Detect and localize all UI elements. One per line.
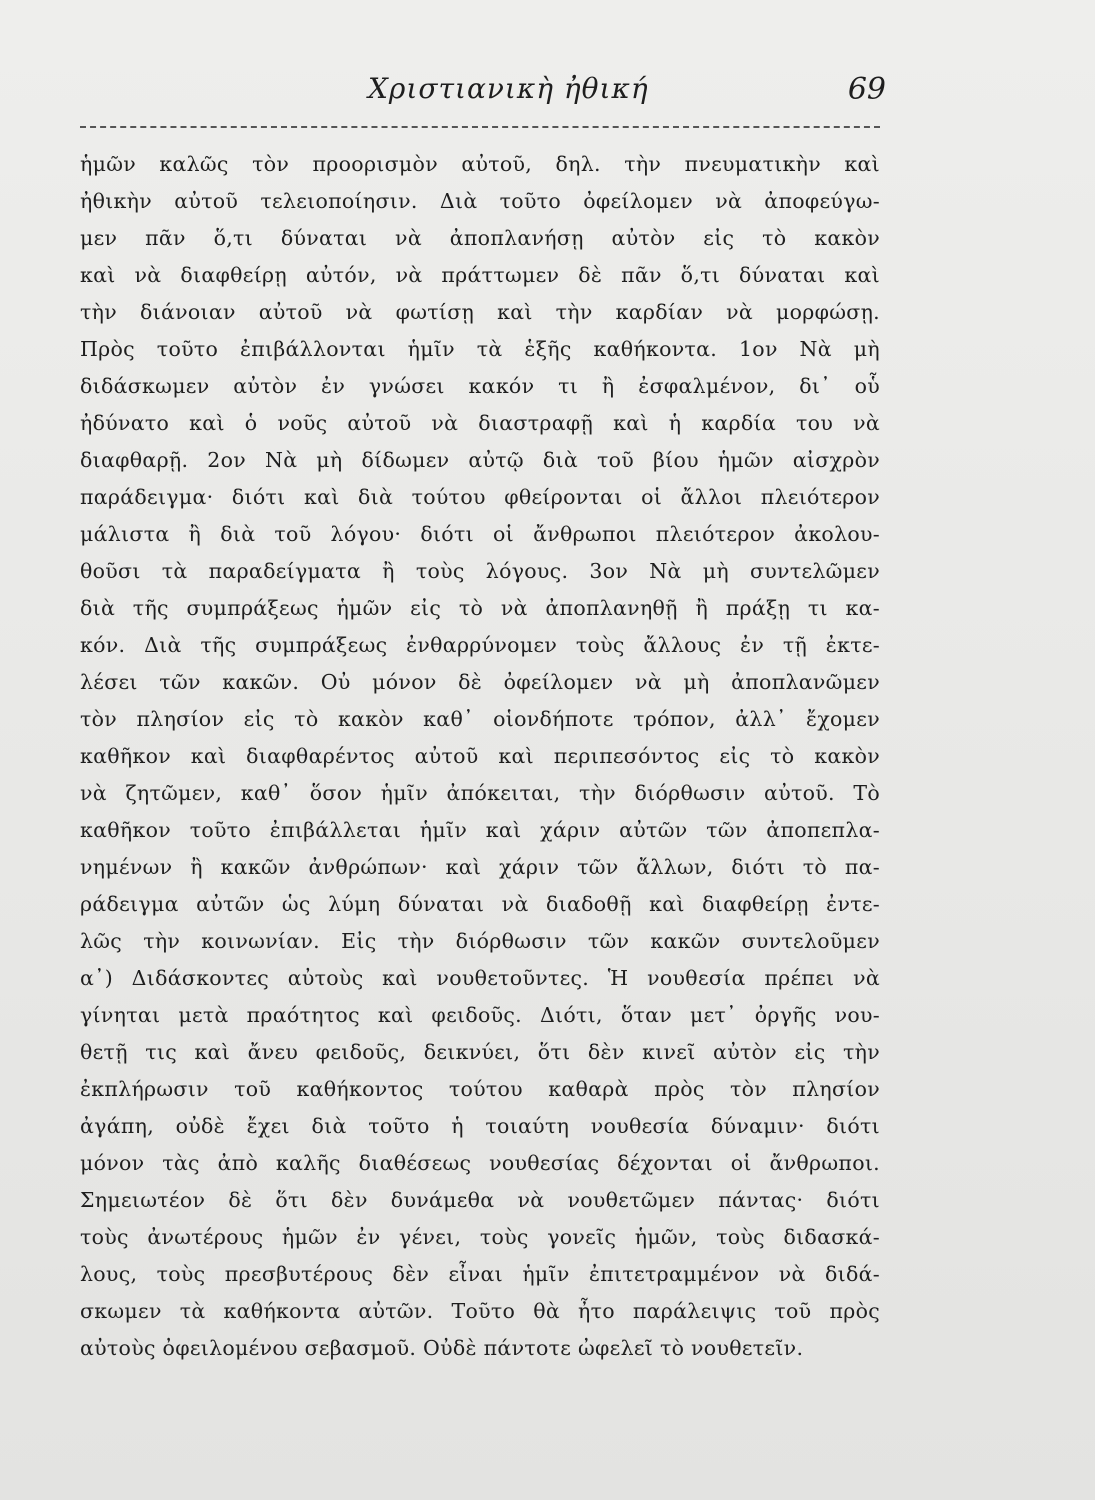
page-header [80,72,890,122]
header-divider [80,126,880,128]
text-line: θετῇ τις καὶ ἄνευ φειδοῦς, δεικνύει, ὅτι δὲν κινεῖ αὐτὸν εἰς τὴν [80,1040,880,1064]
text-line: διδάσκωμεν αὐτὸν ἐν γνώσει κακόν τι ἢ ἐσφαλμένον, δι᾽ οὗ [80,374,880,398]
text-line: σκωμεν τὰ καθήκοντα αὐτῶν. Τοῦτο θὰ ἦτο παράλειψις τοῦ πρὸς [80,1299,880,1323]
text-line: ἐκπλήρωσιν τοῦ καθήκοντος τούτου καθαρὰ πρὸς τὸν πλησίον [80,1077,880,1101]
text-line: Πρὸς τοῦτο ἐπιβάλλονται ἡμῖν τὰ ἑξῆς καθήκοντα. 1ον Νὰ μὴ [80,337,880,361]
text-line: ράδειγμα αὐτῶν ὡς λύμη δύναται νὰ διαδοθῇ καὶ διαφθείρῃ ἐντε- [80,892,880,916]
text-line: μάλιστα ἢ διὰ τοῦ λόγου· διότι οἱ ἄνθρωποι πλειότερον ἀκολου- [80,522,880,546]
text-line: παράδειγμα· διότι καὶ διὰ τούτου φθείρονται οἱ ἄλλοι πλειότερον [80,485,880,509]
body-text [80,146,880,1367]
text-line: ἡμῶν καλῶς τὸν προορισμὸν αὐτοῦ, δηλ. τὴν πνευματικὴν καὶ [80,152,880,176]
text-line: ἀγάπη, οὐδὲ ἔχει διὰ τοῦτο ἡ τοιαύτη νουθεσία δύναμιν· διότι [80,1114,880,1138]
text-line: τοὺς ἀνωτέρους ἡμῶν ἐν γένει, τοὺς γονεῖς ἡμῶν, τοὺς διδασκά- [80,1225,880,1249]
page-number: 69 [847,72,886,107]
text-line: νημένων ἢ κακῶν ἀνθρώπων· καὶ χάριν τῶν ἄλλων, διότι τὸ πα- [80,855,880,879]
text-line: καθῆκον τοῦτο ἐπιβάλλεται ἡμῖν καὶ χάριν αὐτῶν τῶν ἀποπεπλα- [80,818,880,842]
text-line: ἠδύνατο καὶ ὁ νοῦς αὐτοῦ νὰ διαστραφῇ καὶ ἡ καρδία του νὰ [80,411,880,435]
text-line: λους, τοὺς πρεσβυτέρους δὲν εἶναι ἡμῖν ἐπιτετραμμένον νὰ διδά- [80,1262,880,1286]
running-title: Χριστιανικὴ ἠθική [368,72,649,105]
text-line: διὰ τῆς συμπράξεως ἡμῶν εἰς τὸ νὰ ἀποπλανηθῇ ἢ πράξῃ τι κα- [80,596,880,620]
text-line: λέσει τῶν κακῶν. Οὐ μόνον δὲ ὀφείλομεν νὰ μὴ ἀποπλανῶμεν [80,670,880,694]
text-line: μόνον τὰς ἀπὸ καλῆς διαθέσεως νουθεσίας δέχονται οἱ ἄνθρωποι. [80,1151,880,1175]
text-line: διαφθαρῇ. 2ον Νὰ μὴ δίδωμεν αὐτῷ διὰ τοῦ βίου ἡμῶν αἰσχρὸν [80,448,880,472]
text-line: α᾽) Διδάσκοντες αὐτοὺς καὶ νουθετοῦντες. Ἡ νουθεσία πρέπει νὰ [80,966,880,990]
text-line: καθῆκον καὶ διαφθαρέντος αὐτοῦ καὶ περιπεσόντος εἰς τὸ κακὸν [80,744,880,768]
text-line: Σημειωτέον δὲ ὅτι δὲν δυνάμεθα νὰ νουθετῶμεν πάντας· διότι [80,1188,880,1212]
text-line: καὶ νὰ διαφθείρῃ αὐτόν, νὰ πράττωμεν δὲ πᾶν ὅ,τι δύναται καὶ [80,263,880,287]
text-line: κόν. Διὰ τῆς συμπράξεως ἐνθαρρύνομεν τοὺς ἄλλους ἐν τῇ ἐκτε- [80,633,880,657]
text-line: τὴν διάνοιαν αὐτοῦ νὰ φωτίσῃ καὶ τὴν καρδίαν νὰ μορφώσῃ. [80,300,880,324]
text-line: θοῦσι τὰ παραδείγματα ἢ τοὺς λόγους. 3ον Νὰ μὴ συντελῶμεν [80,559,880,583]
text-line: αὐτοὺς ὀφειλομένου σεβασμοῦ. Οὐδὲ πάντοτε ὠφελεῖ τὸ νουθετεῖν. [80,1336,804,1360]
text-line: νὰ ζητῶμεν, καθ᾽ ὅσον ἡμῖν ἀπόκειται, τὴν διόρθωσιν αὐτοῦ. Τὸ [80,781,880,805]
text-line: τὸν πλησίον εἰς τὸ κακὸν καθ᾽ οἱονδήποτε τρόπον, ἀλλ᾽ ἔχομεν [80,707,880,731]
text-line: ἠθικὴν αὐτοῦ τελειοποίησιν. Διὰ τοῦτο ὀφείλομεν νὰ ἀποφεύγω- [80,189,880,213]
text-line: γίνηται μετὰ πραότητος καὶ φειδοῦς. Διότι, ὅταν μετ᾽ ὀργῆς νου- [80,1003,880,1027]
text-line: λῶς τὴν κοινωνίαν. Εἰς τὴν διόρθωσιν τῶν κακῶν συντελοῦμεν [80,929,880,953]
text-line: μεν πᾶν ὅ,τι δύναται νὰ ἀποπλανήσῃ αὐτὸν εἰς τὸ κακὸν [80,226,880,250]
